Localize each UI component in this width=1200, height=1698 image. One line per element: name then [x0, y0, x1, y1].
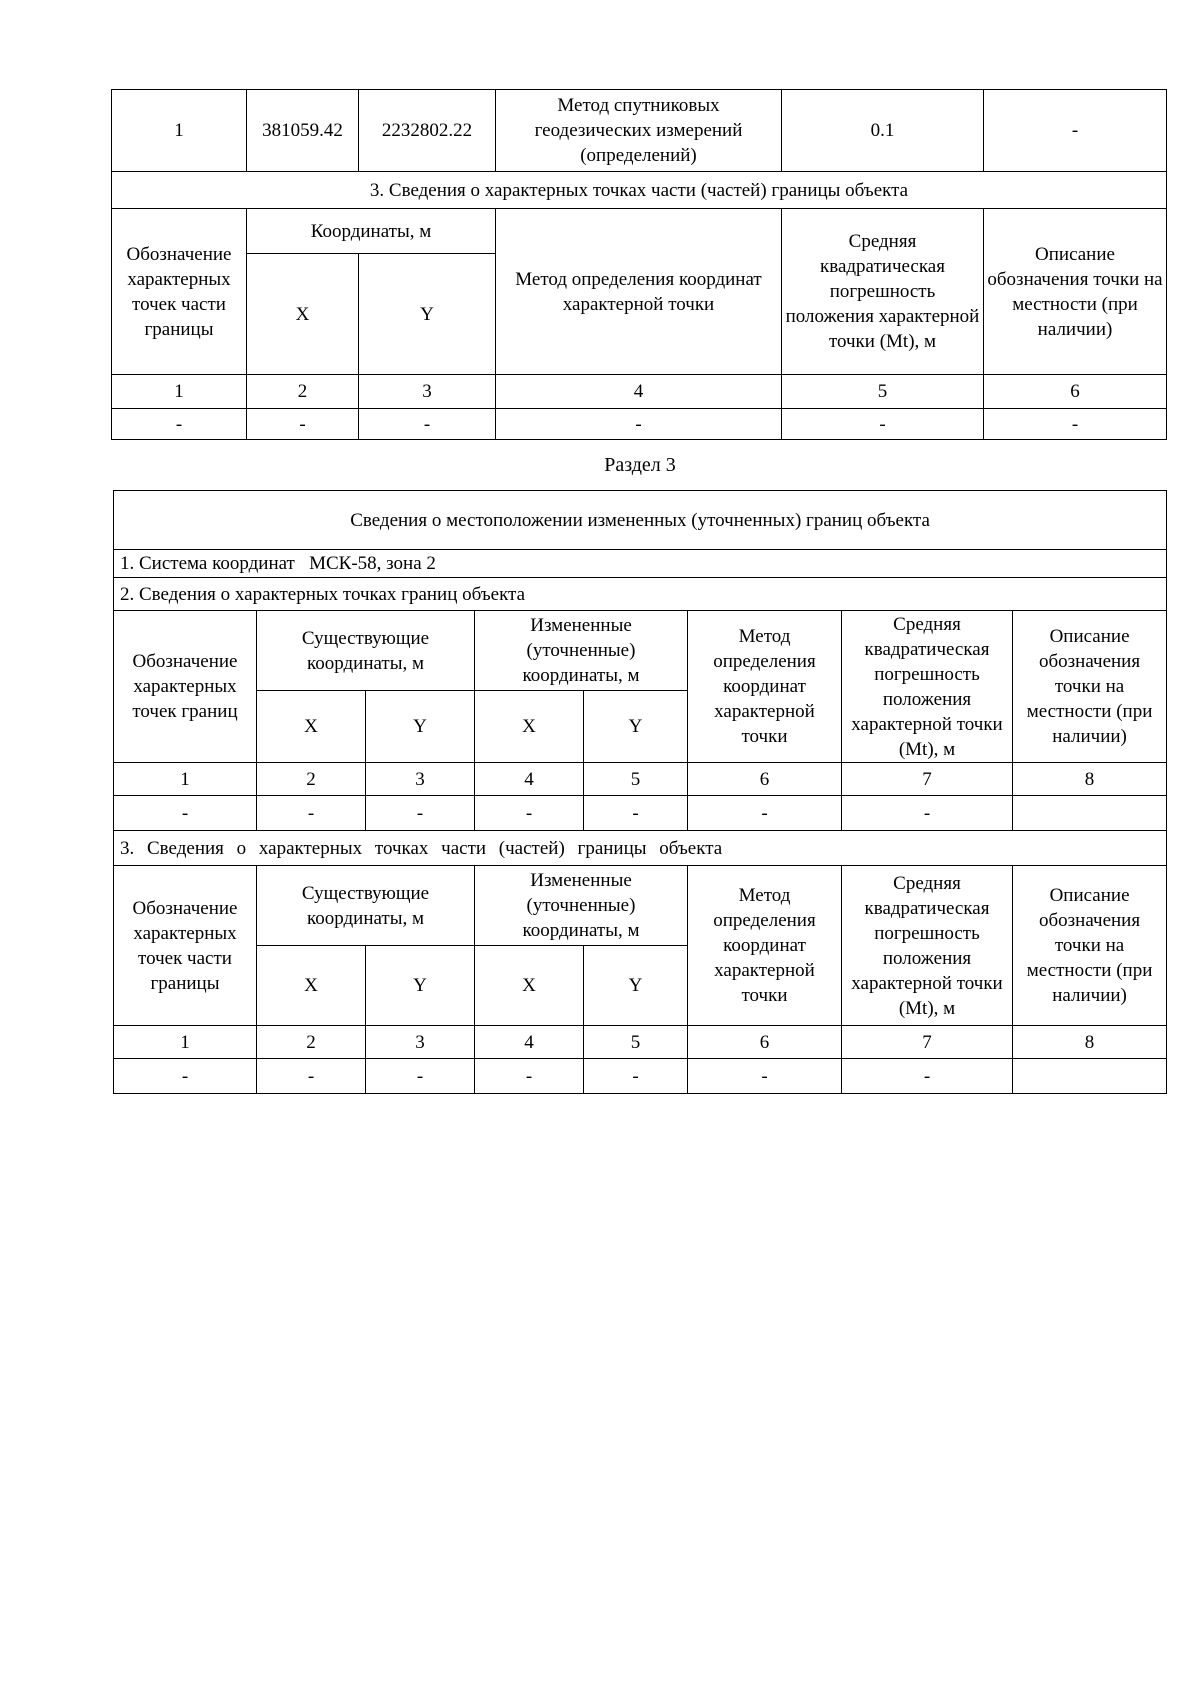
col-number: 3: [366, 763, 475, 796]
table-cell: -: [688, 1059, 842, 1094]
col-number: 4: [496, 375, 782, 409]
header-error: Средняя квадратическая погрешность положения характерной точки (Mt), м: [842, 611, 1013, 763]
part3-title: 3. Сведения о характерных точках части (частей) границы объекта: [114, 831, 1167, 866]
header-y: Y: [584, 691, 688, 763]
table-cell: -: [112, 409, 247, 440]
header-existing: Существующие координаты, м: [257, 611, 475, 691]
table-cell: -: [114, 1059, 257, 1094]
col-number: 2: [257, 1026, 366, 1059]
header-desc: Описание обозначения точки на местности (при наличии): [984, 209, 1167, 375]
header-method: Метод определения координат характерной точки: [688, 611, 842, 763]
col-number: 7: [842, 1026, 1013, 1059]
header-x: X: [257, 946, 366, 1026]
col-number: 8: [1013, 763, 1167, 796]
header-point-part: Обозначение характерных точек части границы: [114, 866, 257, 1026]
table-cell: -: [114, 796, 257, 831]
table-cell: -: [496, 409, 782, 440]
table-section3: [113, 490, 1167, 1094]
table-cell: -: [366, 796, 475, 831]
col-number: 4: [475, 1026, 584, 1059]
table-cell: -: [984, 409, 1167, 440]
cell-point: 1: [112, 90, 247, 172]
table-cell: -: [475, 796, 584, 831]
table-cell: -: [584, 1059, 688, 1094]
col-number: 1: [112, 375, 247, 409]
part3-title: 3. Сведения о характерных точках части (частей) границы объекта: [112, 172, 1167, 209]
col-number: 6: [984, 375, 1167, 409]
header-x: X: [475, 946, 584, 1026]
header-desc: Описание обозначения точки на местности (при наличии): [1013, 611, 1167, 763]
cell-x: 381059.42: [247, 90, 359, 172]
col-number: 1: [114, 1026, 257, 1059]
header-existing: Существующие координаты, м: [257, 866, 475, 946]
cell-method: Метод спутниковых геодезических измерений (определений): [496, 90, 782, 172]
table-cell: -: [475, 1059, 584, 1094]
header-y: Y: [584, 946, 688, 1026]
header-error: Средняя квадратическая погрешность положения характерной точки (Mt), м: [782, 209, 984, 375]
header-desc: Описание обозначения точки на местности (при наличии): [1013, 866, 1167, 1026]
table-cell: [1013, 1059, 1167, 1094]
table-title: Сведения о местоположении измененных (уточненных) границ объекта: [114, 491, 1167, 550]
header-y: Y: [366, 691, 475, 763]
header-error: Средняя квадратическая погрешность положения характерной точки (Mt), м: [842, 866, 1013, 1026]
table-cell: -: [247, 409, 359, 440]
col-number: 5: [584, 1026, 688, 1059]
col-number: 5: [584, 763, 688, 796]
col-number: 1: [114, 763, 257, 796]
table-cell: -: [842, 796, 1013, 831]
header-changed: Измененные (уточненные) координаты, м: [475, 866, 688, 946]
table-cell: -: [359, 409, 496, 440]
table-section2-continued: [111, 89, 1167, 440]
col-number: 2: [257, 763, 366, 796]
header-point: Обозначение характерных точек части границы: [112, 209, 247, 375]
table-row: [114, 1026, 1167, 1059]
header-x: X: [257, 691, 366, 763]
col-number: 4: [475, 763, 584, 796]
cell-desc: -: [984, 90, 1167, 172]
table-cell: -: [257, 1059, 366, 1094]
table-row: [114, 796, 1167, 831]
header-x: X: [475, 691, 584, 763]
header-x: X: [247, 254, 359, 375]
header-y: Y: [359, 254, 496, 375]
header-y: Y: [366, 946, 475, 1026]
header-method: Метод определения координат характерной точки: [688, 866, 842, 1026]
col-number: 7: [842, 763, 1013, 796]
table-cell: -: [584, 796, 688, 831]
table-row: [112, 409, 1167, 440]
table-cell: -: [782, 409, 984, 440]
col-number: 3: [366, 1026, 475, 1059]
col-number: 8: [1013, 1026, 1167, 1059]
header-changed: Измененные (уточненные) координаты, м: [475, 611, 688, 691]
table-cell: -: [842, 1059, 1013, 1094]
header-method: Метод определения координат характерной точки: [496, 209, 782, 375]
col-number: 6: [688, 1026, 842, 1059]
table-cell: -: [257, 796, 366, 831]
col-number: 6: [688, 763, 842, 796]
coord-system: 1. Система координат МСК-58, зона 2: [114, 550, 1167, 578]
table-cell: [1013, 796, 1167, 831]
table-row: [112, 375, 1167, 409]
col-number: 5: [782, 375, 984, 409]
table-row: [114, 763, 1167, 796]
table-cell: -: [688, 796, 842, 831]
col-number: 3: [359, 375, 496, 409]
table-row: [114, 1059, 1167, 1094]
col-number: 2: [247, 375, 359, 409]
header-coords: Координаты, м: [247, 209, 496, 254]
cell-error: 0.1: [782, 90, 984, 172]
table-cell: -: [366, 1059, 475, 1094]
section-title: Раздел 3: [604, 454, 676, 476]
cell-y: 2232802.22: [359, 90, 496, 172]
header-point-border: Обозначение характерных точек границ: [114, 611, 257, 763]
table-row: [112, 90, 1167, 172]
part2-title: 2. Сведения о характерных точках границ объекта: [114, 578, 1167, 611]
